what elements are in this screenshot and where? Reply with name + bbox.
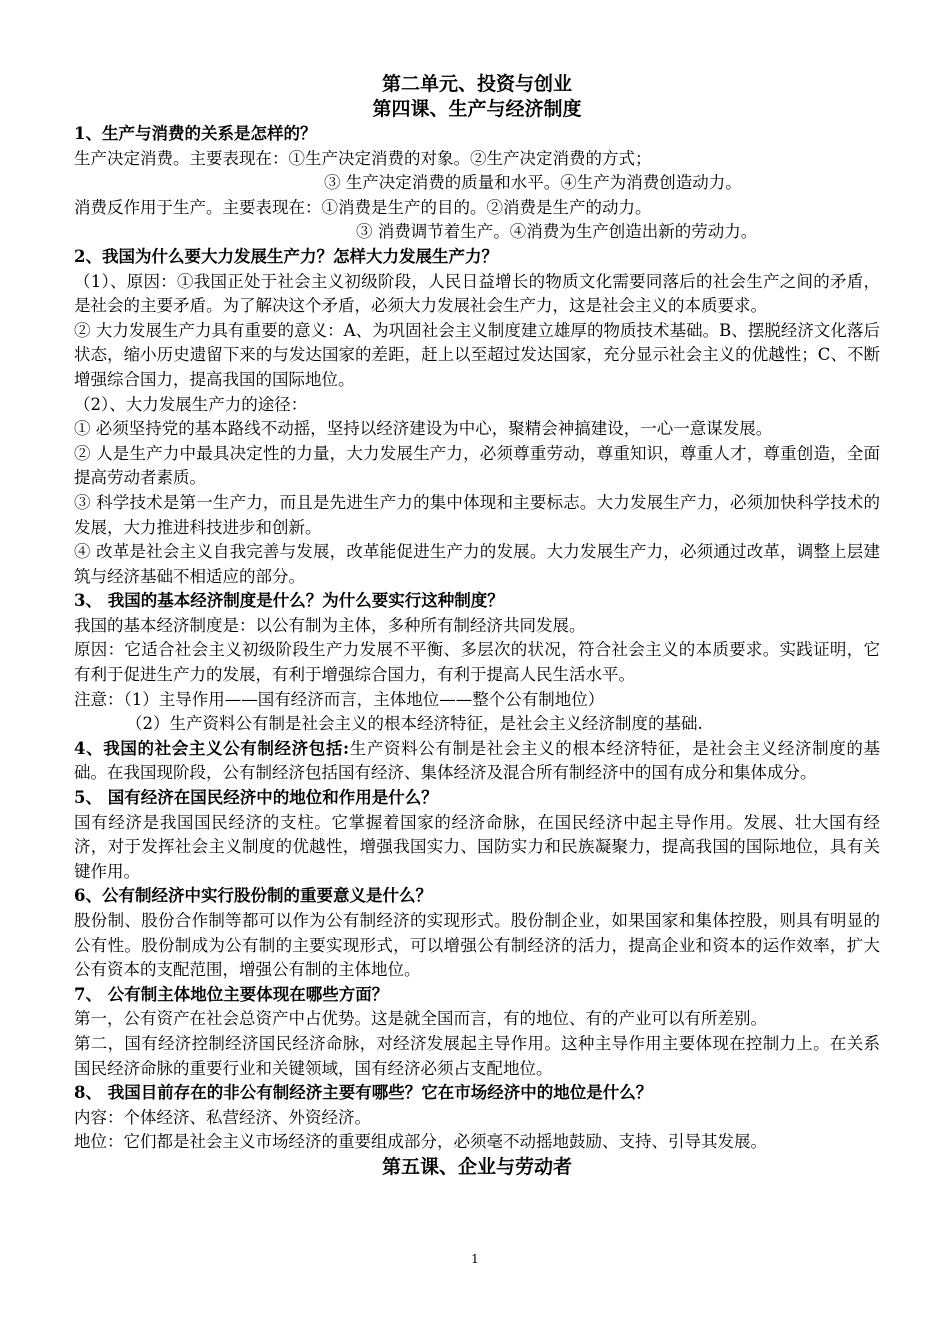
q3-para-3: 注意：（1）主导作用——国有经济而言，主体地位——整个公有制地位） — [74, 689, 605, 709]
q4-paragraph — [74, 737, 880, 786]
q7-para-1: 第一，公有资产在社会总资产中占优势。这是就全国而言，有的地位、有的产业可以有所差别。 — [74, 1009, 767, 1029]
question-6 — [74, 884, 880, 982]
unit-title: 第二单元、投资与创业 — [381, 73, 572, 95]
document-page — [74, 72, 880, 1180]
question-3-heading: 3、 我国的基本经济制度是什么？为什么要实行这种制度？ — [74, 591, 504, 611]
q2-para-4: ① 必须坚持党的基本路线不动摇，坚持以经济建设为中心，聚精会神搞建设，一心一意谋发展。 — [74, 419, 773, 439]
q2-para-7: ④ 改革是社会主义自我完善与发展，改革能促进生产力的发展。大力发展生产力，必须通过改革，调整上层建筑与经济基础不相适应的部分。 — [74, 542, 880, 586]
q3-para-1: 我国的基本经济制度是：以公有制为主体，多种所有制经济共同发展。 — [74, 615, 586, 635]
question-4-heading: 4、我国的社会主义公有制经济包括: — [74, 738, 350, 758]
question-8-heading: 8、 我国目前存在的非公有制经济主要有哪些？它在市场经济中的地位是什么？ — [74, 1083, 653, 1103]
q2-para-2: ② 大力发展生产力具有重要的意义：A、为巩固社会主义制度建立雄厚的物质技术基础。B、摆脱经济文化落后状态，缩小历史遗留下来的与发达国家的差距，赶上以至超过发达国家，充分显示社会主义的优越性；C、不断增强综合国力，提高我国的国际地位。 — [74, 320, 880, 389]
question-2-heading: 2、我国为什么要大力发展生产力？怎样大力发展生产力？ — [74, 246, 498, 266]
page-number: 1 — [471, 1252, 479, 1266]
question-6-heading: 6、公有制经济中实行股份制的重要意义是什么？ — [74, 886, 432, 906]
q2-para-3: （2）、大力发展生产力的途径： — [74, 394, 308, 414]
question-2 — [74, 245, 880, 589]
q5-text: 国有经济是我国国民经济的支柱。它掌握着国家的经济命脉，在国民经济中起主导作用。发展、壮大国有经济，对于发挥社会主义制度的优越性，增强我国实力、国防实力和民族凝聚力，提高我国的国际地位，具有关键作用。 — [74, 812, 880, 881]
q2-para-5: ② 人是生产力中最具决定性的力量，大力发展生产力，必须尊重劳动，尊重知识，尊重人才，尊重创造，全面提高劳动者素质。 — [74, 443, 880, 488]
question-8 — [74, 1081, 880, 1155]
q1-line-4: ③ 消费调节着生产。④消费为生产创造出新的劳动力。 — [356, 222, 758, 242]
lesson-4-title: 第四课、生产与经济制度 — [372, 98, 582, 120]
question-7-heading: 7、 公有制主体地位主要体现在哪些方面？ — [74, 984, 389, 1004]
q6-text: 股份制、股份合作制等都可以作为公有制经济的实现形式。股份制企业，如果国家和集体控股，则具有明显的公有性。股份制成为公有制的主要实现形式，可以增强公有制经济的活力，提高企业和资本的运作效率，扩大公有资本的支配范围，增强公有制的主体地位。 — [74, 911, 880, 980]
question-5-heading: 5、 国有经济在国民经济中的地位和作用是什么？ — [74, 788, 438, 808]
q8-para-1: 内容：个体经济、私营经济、外资经济。 — [74, 1107, 371, 1127]
question-5 — [74, 786, 880, 884]
q8-para-2: 地位：它们都是社会主义市场经济的重要组成部分，必须毫不动摇地鼓励、支持、引导其发展。 — [74, 1132, 767, 1152]
q4-text: 生产资料公有制是社会主义的根本经济特征，是社会主义经济制度的基础。在我国现阶段，公有制经济包括国有经济、集体经济及混合所有制经济中的国有成分和集体成分。 — [74, 738, 880, 783]
q3-para-2: 原因：它适合社会主义初级阶段生产力发展不平衡、多层次的状况，符合社会主义的本质要求。实践证明，它有利于促进生产力的发展，有利于增强综合国力，有利于提高人民生活水平。 — [74, 640, 880, 685]
question-4 — [74, 737, 880, 786]
q1-line-3: 消费反作用于生产。主要表现在：①消费是生产的目的。②消费是生产的动力。 — [74, 197, 652, 217]
question-1-heading: 1、生产与消费的关系是怎样的？ — [74, 124, 317, 143]
q2-para-1: （1）、原因：①我国正处于社会主义初级阶段，人民日益增长的物质文化需要同落后的社会生产之间的矛盾，是社会的主要矛盾。为了解决这个矛盾，必须大力发展社会生产力，这是社会主义的本质要求。 — [74, 271, 880, 316]
question-1 — [74, 122, 880, 245]
question-7 — [74, 983, 880, 1081]
q3-para-4: （2）生产资料公有制是社会主义的根本经济特征，是社会主义经济制度的基础. — [126, 714, 703, 734]
lesson-5-title: 第五课、企业与劳动者 — [381, 1155, 572, 1178]
question-3 — [74, 589, 880, 737]
q1-line-2: ③ 生产决定消费的质量和水平。④生产为消费创造动力。 — [324, 173, 742, 193]
q2-para-6: ③ 科学技术是第一生产力，而且是先进生产力的集中体现和主要标志。大力发展生产力，必须加快科学技术的发展，大力推进科技进步和创新。 — [74, 492, 880, 537]
q7-para-2: 第二，国有经济控制经济国民经济命脉，对经济发展起主导作用。这种主导作用主要体现在控制力上。在关系国民经济命脉的重要行业和关键领域，国有经济必须占支配地位。 — [74, 1033, 880, 1078]
q1-line-1: 生产决定消费。主要表现在：①生产决定消费的对象。②生产决定消费的方式； — [74, 148, 652, 168]
